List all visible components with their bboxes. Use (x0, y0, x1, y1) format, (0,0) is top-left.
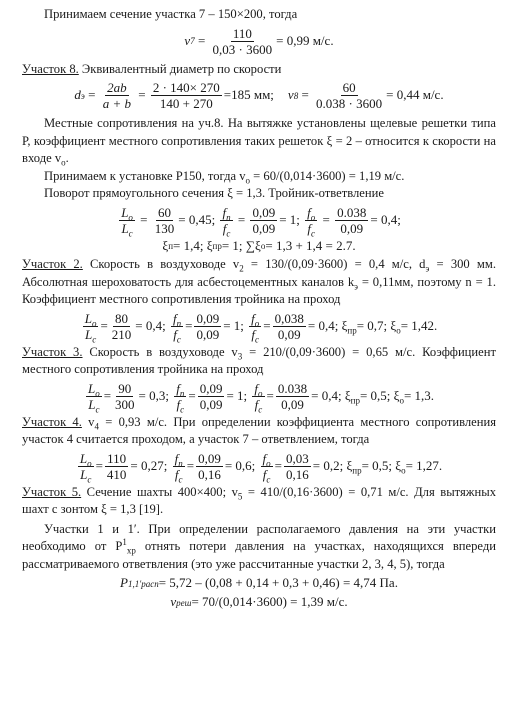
section-1-text: Участки 1 и 1′. При определении располагаемого давления на эти участки необходимо от $P^1_{хр}$ отнять потери давления на участках, находящихся впереди рассматриваемого ответвления (это уже рассчитанные участки 2, 3, 4, 5), тогда (22, 521, 496, 571)
section-8-turn: Поворот прямоугольного сечения ξ = 1,3. Тройник-ответвление (44, 186, 384, 200)
formula-xi-8: ξ п = 1,4; ξ пр = 1; ∑ξ o = 1,3 + 1,4 = 2.7. (162, 237, 356, 253)
formula-ratios-4: $\frac{L_o}{L_c}$ = $\frac{110}{410}$ = 0,27; $\frac{f_п}{f_c}$ = $\frac{0,09}{0,16}$ = 0,6; $\frac{f_o}{f_c}$ = $\frac{0,03}{0,16}$ = 0,2; $\xi_{пр}= 0,5$; $\xi_o= 1,27$. (79, 450, 443, 485)
formula-p-rasp: P 1,1′ расп = 5,72 – (0,08 + 0,14 + 0,3 + 0,46) = 4,74 Па. (120, 575, 398, 591)
intro-text: Принимаем сечение участка 7 – 150×200, тогда (44, 7, 298, 21)
section-8-grille: Принимаем к установке Р150, тогда $v_o = 60/(0,014\cdot 3600) = 1,19$ м/с. (44, 168, 405, 186)
section-8-resistances: Местные сопротивления на уч.8. На вытяжке установлены щелевые решетки типа Р, коэффициент местного сопротивления таких решеток ξ = 2 – относится к скорости на входе $v_o$. (22, 116, 496, 168)
formula-ratios-8: $\frac{L_o}{L_c}$ = $\frac{60}{130}$ = 0,45; $\frac{f_п}{f_c}$ = $\frac{0,09}{0,09}$ = 1; $\frac{f_o}{f_c}$ = $\frac{0.038}{0,09}$ = 0,4; (121, 204, 401, 239)
formula-ratios-3: $\frac{L_o}{L_c}$ = $\frac{90}{300}$ = 0,3; $\frac{f_п}{f_c}$ = $\frac{0,09}{0,09}$ = 1; $\frac{f_o}{f_c}$ = $\frac{0.038}{0,09}$ = 0,4; $\xi_{пр}= 0,5$; $\xi_o= 1,3$. (87, 380, 435, 415)
section-2-text: Участок 2. Скорость в воздуховоде $v_2 = 130/(0,09\cdot 3600) = 0,4$ м/с, $d_э = 300$ мм. Абсолютная шероховатость для асбестоцементных каналов $k_э = 0,11мм$, поэтому n = 1. Коэффициент местного сопротивления тройника на проход (22, 257, 496, 307)
formula-v7: v 7 = $\frac{110}{0,03 \cdot 3600}$ = 0,99 м/с. (184, 25, 334, 57)
formula-d-v8: d э = $\frac{2ab}{a + b}$ = $\frac{2 \cdot 140\times 270}{140 + 270}$ =185 мм; v 8 = $\frac{60}{0.038 \cdot 3600}$ = 0,44 м/с. (74, 80, 444, 111)
section-8-heading: Участок 8. Эквивалентный диаметр по скорости (22, 61, 282, 76)
section-4-text: Участок 4. $v_4 = 0,93$ м/с. При определении коэффициента местного сопротивления участок 4 считается проходом, а участок 7 – ответвлением, тогда (22, 414, 496, 447)
formula-ratios-2: $\frac{L_o}{L_c}$ = $\frac{80}{210}$ = 0,4; $\frac{f_п}{f_c}$ = $\frac{0,09}{0,09}$ = 1; $\frac{f_o}{f_c}$ = $\frac{0,038}{0,09}$ = 0,4; $\xi_{пр}= 0,7$; $\xi_o= 1,42$. (84, 310, 438, 345)
section-5-text: Участок 5. Сечение шахты 400×400; $v_5 = 410/(0,16\cdot 3600) = 0,71$ м/с. Для вытяжных шахт с зонтом ξ = 1,3 [19]. (22, 484, 496, 517)
formula-v-resh: v реш = 70/(0,014·3600) = 1,39 м/с. (170, 594, 348, 610)
section-3-text: Участок 3. Скорость в воздуховоде $v_3 = 210/(0,09\cdot 3600) = 0,65$ м/с. Коэффициент местного сопротивления тройника на проход (22, 344, 496, 377)
